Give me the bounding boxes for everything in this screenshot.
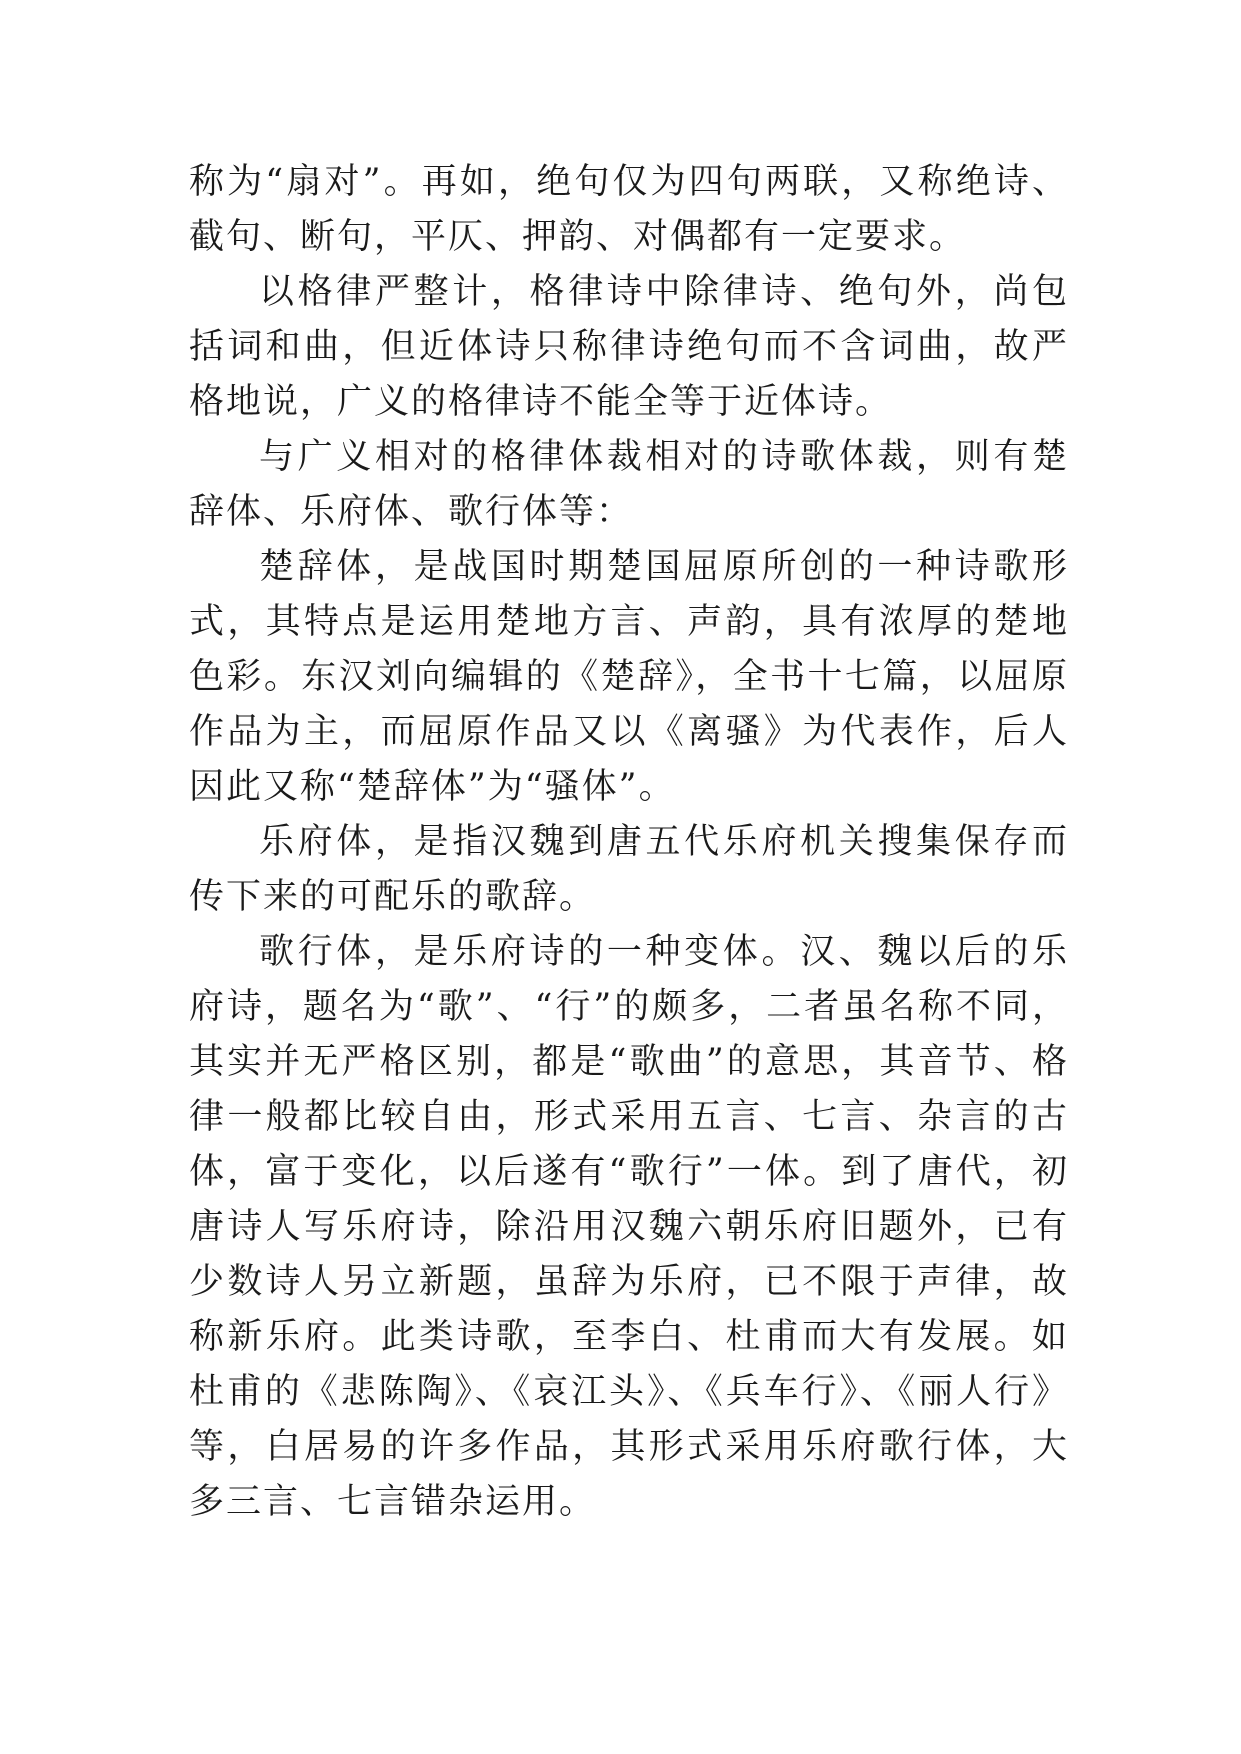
paragraph-continuation: 称为“扇对”。再如，绝句仅为四句两联，又称绝诗、截句、断句，平仄、押韵、对偶都有一定要求。 bbox=[189, 162, 1069, 257]
paragraph-other-forms-intro: 与广义相对的格律体裁相对的诗歌体裁，则有楚辞体、乐府体、歌行体等： bbox=[189, 437, 1069, 532]
document-page bbox=[189, 155, 1069, 1530]
paragraph-gelü-scope: 以格律严整计，格律诗中除律诗、绝句外，尚包括词和曲，但近体诗只称律诗绝句而不含词曲，故严格地说，广义的格律诗不能全等于近体诗。 bbox=[189, 272, 1069, 422]
paragraph-gexing: 歌行体，是乐府诗的一种变体。汉、魏以后的乐府诗，题名为“歌”、“行”的颇多，二者虽名称不同，其实并无严格区别，都是“歌曲”的意思，其音节、格律一般都比较自由，形式采用五言、七言、杂言的古体，富于变化，以后遂有“歌行”一体。到了唐代，初唐诗人写乐府诗，除沿用汉魏六朝乐府旧题外，已有少数诗人另立新题，虽辞为乐府，已不限于声律，故称新乐府。此类诗歌，至李白、杜甫而大有发展。如杜甫的《悲陈陶》、《哀江头》、《兵车行》、《丽人行》等，白居易的许多作品，其形式采用乐府歌行体，大多三言、七言错杂运用。 bbox=[189, 932, 1069, 1522]
paragraph-chuci: 楚辞体，是战国时期楚国屈原所创的一种诗歌形式，其特点是运用楚地方言、声韵，具有浓厚的楚地色彩。东汉刘向编辑的《楚辞》，全书十七篇，以屈原作品为主，而屈原作品又以《离骚》为代表作，后人因此又称“楚辞体”为“骚体”。 bbox=[189, 547, 1069, 807]
paragraph-yuefu: 乐府体，是指汉魏到唐五代乐府机关搜集保存而传下来的可配乐的歌辞。 bbox=[189, 822, 1069, 917]
